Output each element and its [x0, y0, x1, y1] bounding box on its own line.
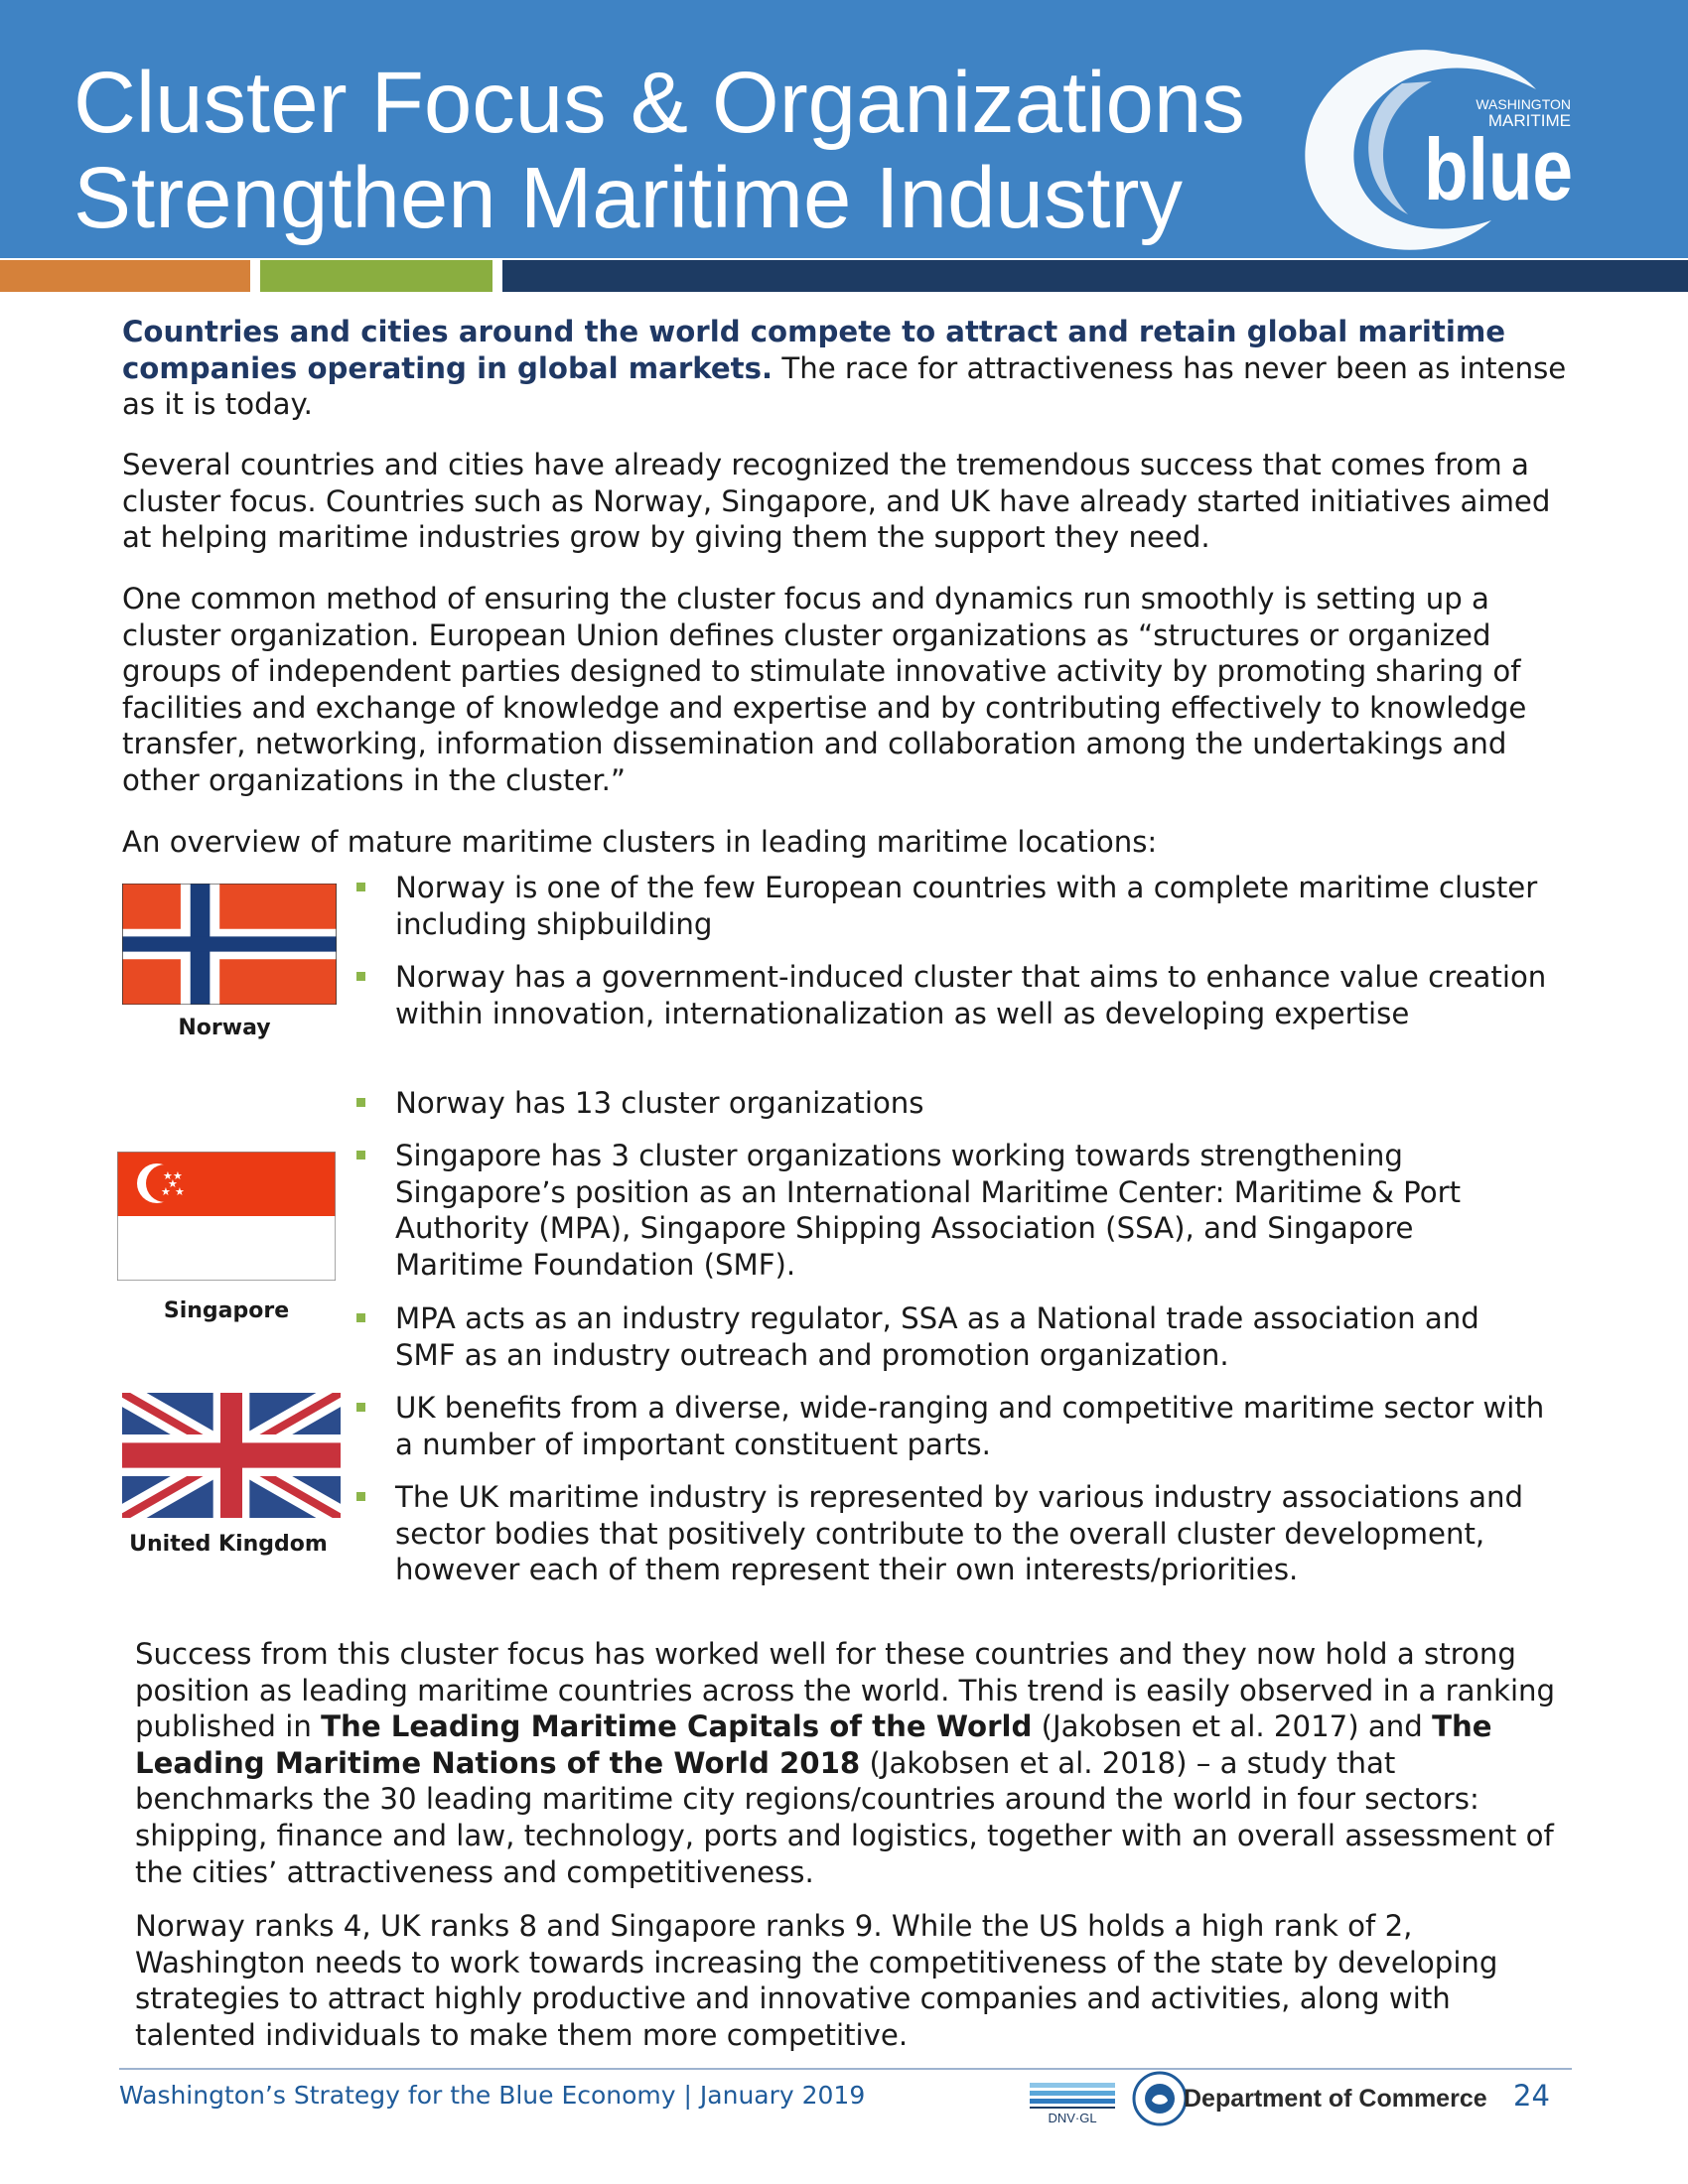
- stripe-orange: [0, 260, 250, 292]
- washington-state-seal-icon: [1132, 2071, 1188, 2126]
- svg-text:★: ★: [173, 1169, 183, 1182]
- dnv-gl-text: DNV·GL: [1048, 2111, 1097, 2125]
- closing-p2-text: Norway ranks 4, UK ranks 8 and Singapore ranks 9. While the US holds a high rank of 2, Washington needs to work towards increasing the competitiveness of the state by developing strategies to attract highly productive and innovative companies and activities, along with talented individuals to make them more competitive.: [135, 1909, 1498, 2052]
- uk-flag-caption: United Kingdom: [129, 1532, 328, 1557]
- report-title-capitals: The Leading Maritime Capitals of the World: [321, 1709, 1033, 1744]
- intro-paragraph-3-text: One common method of ensuring the cluster focus and dynamics run smoothly is setting up a cluster organization. European Union defines cluster organizations as “structures or organized groups of independent parties designed to stimulate innovative activity by promoting sharing of facilities and exchange of knowledge and expertise and by contributing effectively to knowledge transfer, networking, information dissemination and collaboration among the undertakings and other organizations in the cluster.”: [122, 582, 1527, 797]
- uk-flag-icon: [122, 1393, 341, 1518]
- bullet-text: Norway is one of the few European countries with a complete maritime cluster including shipbuilding: [395, 871, 1538, 941]
- stripe-navy: [502, 260, 1688, 292]
- dnv-gl-logo: [1028, 2077, 1117, 2126]
- report-title-nations: The Leading Maritime Nations of the World 2018: [135, 1709, 1492, 1780]
- bullet-text: Norway has 13 cluster organizations: [395, 1086, 924, 1120]
- intro-paragraph-1: [122, 314, 1572, 423]
- bullet-square-icon: [356, 1151, 365, 1160]
- page-title-line-1: Cluster Focus & Organizations: [73, 55, 1245, 151]
- page-number: 24: [1513, 2079, 1550, 2113]
- logo-small-text-1: WASHINGTON: [1476, 96, 1571, 112]
- footer-document-title: Washington’s Strategy for the Blue Economy | January 2019: [119, 2081, 866, 2110]
- bullet-text: The UK maritime industry is represented by various industry associations and sector bodies that positively contribute to the overall cluster development, however each of them represent their own interests/priorities.: [395, 1480, 1523, 1587]
- intro-paragraph-2: [122, 447, 1572, 556]
- list-item: [355, 1300, 1547, 1373]
- bullet-text: MPA acts as an industry regulator, SSA as a National trade association and SMF as an industry outreach and promotion organization.: [395, 1301, 1479, 1372]
- page-title-line-2: Strengthen Maritime Industry: [73, 150, 1183, 246]
- intro-paragraph-2-text: Several countries and cities have already recognized the tremendous success that comes from a cluster focus. Countries such as Norway, Singapore, and UK have already started initiatives aimed at helping maritime industries grow by giving them the support they need.: [122, 448, 1551, 555]
- header-color-stripes: [0, 260, 1688, 292]
- intro-lead-rest: The race for attractiveness has never been as intense as it is today.: [122, 350, 1567, 422]
- svg-text:★: ★: [163, 1169, 173, 1182]
- list-item: [355, 1138, 1547, 1283]
- stripe-green: [260, 260, 492, 292]
- bullet-square-icon: [356, 972, 365, 981]
- header-banner: [0, 0, 1688, 258]
- singapore-flag-icon: [117, 1152, 336, 1281]
- list-item: [355, 959, 1547, 1031]
- bullet-text: Singapore has 3 cluster organizations working towards strengthening Singapore’s position as an International Maritime Center: Maritime & Port Authority (MPA), Singapore Shipping Association (SSA), and Singapore Maritime Foundation (SMF).: [395, 1139, 1462, 1282]
- closing-p1-text-a: Success from this cluster focus has worked well for these countries and they now hold a strong position as leading maritime countries across the world. This trend is easily observed in a ranking published in: [135, 1637, 1556, 1744]
- list-item: [355, 1479, 1547, 1588]
- svg-text:★: ★: [175, 1185, 185, 1198]
- svg-text:★: ★: [168, 1177, 178, 1190]
- logo-big-text: blue: [1424, 120, 1573, 218]
- closing-paragraph-1: [135, 1636, 1570, 1890]
- closing-paragraph-2: [135, 1908, 1570, 2053]
- bullet-text: Norway has a government-induced cluster that aims to enhance value creation within innovation, internationalization as well as developing expertise: [395, 960, 1547, 1030]
- washington-maritime-blue-logo: [1283, 44, 1581, 258]
- list-item: [355, 870, 1547, 942]
- bullet-text: UK benefits from a diverse, wide-ranging and competitive maritime sector with a number of important constituent parts.: [395, 1391, 1545, 1461]
- bullet-square-icon: [356, 1313, 365, 1322]
- department-of-commerce-label: Department of Commerce: [1184, 2085, 1487, 2113]
- closing-p1-text-c: (Jakobsen et al. 2017) and: [1032, 1709, 1433, 1744]
- intro-paragraph-4: [122, 824, 1562, 861]
- singapore-flag-caption: Singapore: [163, 1298, 290, 1323]
- intro-lead-bold: Countries and cities around the world compete to attract and retain global maritime companies operating in global markets.: [122, 315, 1506, 385]
- closing-p1-text-e: (Jakobsen et al. 2018) – a study that benchmarks the 30 leading maritime city regions/countries around the world in four sectors: shipping, finance and law, technology, ports and logistics, together with an overall assessment of the cities’ attractiveness and competitiveness.: [135, 1745, 1554, 1889]
- bullet-square-icon: [356, 883, 365, 891]
- list-item: [355, 1085, 1547, 1122]
- logo-small-text-2: MARITIME: [1487, 111, 1571, 130]
- footer-divider: [119, 2068, 1572, 2070]
- intro-paragraph-3: [122, 581, 1572, 799]
- bullet-square-icon: [356, 1403, 365, 1412]
- svg-text:★: ★: [161, 1185, 171, 1198]
- page-title: [73, 56, 1285, 246]
- bullet-square-icon: [356, 1492, 365, 1501]
- norway-flag-icon: [122, 884, 337, 1005]
- intro-paragraph-4-text: An overview of mature maritime clusters in leading maritime locations:: [122, 825, 1158, 859]
- bullet-square-icon: [356, 1098, 365, 1107]
- list-item: [355, 1390, 1547, 1462]
- norway-flag-caption: Norway: [178, 1016, 271, 1040]
